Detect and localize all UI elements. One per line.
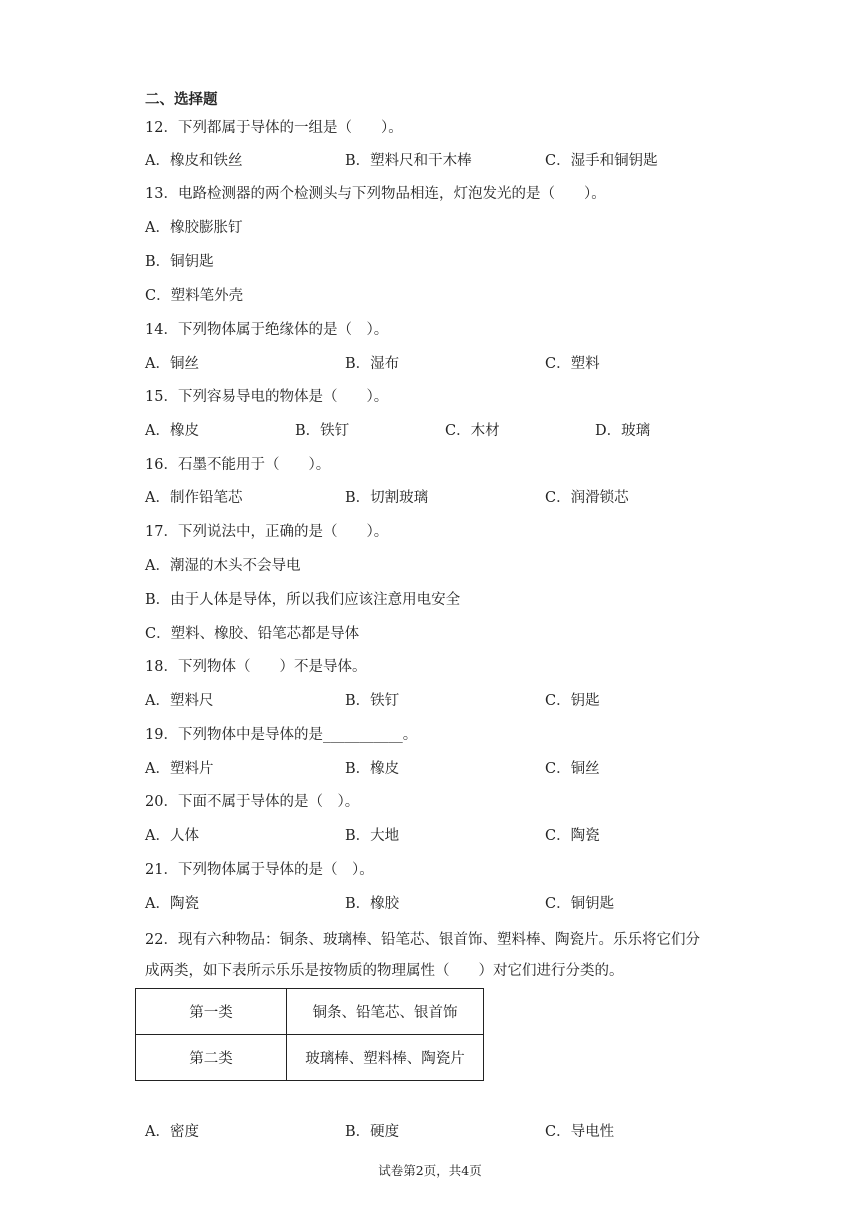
question-16-option-c: C．润滑锁芯 [545,490,629,506]
question-13-option-c: C．塑料笔外壳 [145,288,244,304]
question-16-stem: 16．石墨不能用于（ ）。 [145,457,331,473]
section-title: 二、选择题 [145,91,218,108]
question-12-stem: 12．下列都属于导体的一组是（ ）。 [145,120,403,136]
question-20-option-b: B．大地 [345,828,400,844]
question-13-option-b: B．铜钥匙 [145,254,214,270]
question-17-stem: 17．下列说法中，正确的是（ ）。 [145,524,389,540]
question-18-option-b: B．铁钉 [345,693,400,709]
question-21-option-b: B．橡胶 [345,896,400,912]
question-19-option-b: B．橡皮 [345,761,400,777]
question-21-option-a: A．陶瓷 [145,896,199,912]
question-22-stem-line-2: 成两类，如下表所示乐乐是按物质的物理属性（ ）对它们进行分类的。 [145,963,624,979]
question-22-option-a: A．密度 [145,1124,199,1140]
question-18-stem: 18．下列物体（ ）不是导体。 [145,659,367,675]
table-row [136,1035,484,1081]
question-12-option-b: B．塑料尺和干木棒 [345,153,472,169]
question-12-option-a: A．橡皮和铁丝 [145,153,243,169]
question-22-option-c: C．导电性 [545,1124,615,1140]
question-15-option-d: D．玻璃 [595,423,651,439]
question-18-option-a: A．塑料尺 [145,693,214,709]
page-footer: 试卷第2页，共4页 [378,1163,482,1178]
question-17-option-a: A．潮湿的木头不会导电 [145,558,301,574]
classification-table [135,988,484,1081]
question-13-option-a: A．橡胶膨胀钉 [145,220,243,236]
question-18-option-c: C．钥匙 [545,693,600,709]
question-12-option-c: C．湿手和铜钥匙 [545,153,658,169]
question-14-option-b: B．湿布 [345,356,400,372]
question-17-option-b: B．由于人体是导体，所以我们应该注意用电安全 [145,592,461,608]
question-14-option-a: A．铜丝 [145,356,199,372]
question-21-stem: 21．下列物体属于导体的是（ ）。 [145,862,374,878]
question-14-option-c: C．塑料 [545,356,600,372]
question-20-stem: 20．下面不属于导体的是（ ）。 [145,794,360,810]
question-20-option-a: A．人体 [145,828,199,844]
question-19-option-c: C．铜丝 [545,761,600,777]
question-16-option-b: B．切割玻璃 [345,490,429,506]
question-15-stem: 15．下列容易导电的物体是（ ）。 [145,389,389,405]
table-cell-items: 铜条、铅笔芯、银首饰 [287,989,484,1035]
question-20-option-c: C．陶瓷 [545,828,600,844]
question-19-option-a: A．塑料片 [145,761,214,777]
question-14-stem: 14．下列物体属于绝缘体的是（ ）。 [145,322,389,338]
question-13-stem: 13．电路检测器的两个检测头与下列物品相连，灯泡发光的是（ ）。 [145,186,606,202]
question-21-option-c: C．铜钥匙 [545,896,615,912]
question-15-option-b: B．铁钉 [295,423,350,439]
question-17-option-c: C．塑料、橡胶、铅笔芯都是导体 [145,626,360,642]
question-15-option-c: C．木材 [445,423,500,439]
table-cell-category: 第一类 [136,989,287,1035]
table-row [136,989,484,1035]
question-22-option-b: B．硬度 [345,1124,400,1140]
question-15-option-a: A．橡皮 [145,423,199,439]
question-19-stem: 19．下列物体中是导体的是___________。 [145,727,418,743]
table-cell-category: 第二类 [136,1035,287,1081]
table-cell-items: 玻璃棒、塑料棒、陶瓷片 [287,1035,484,1081]
question-16-option-a: A．制作铅笔芯 [145,490,243,506]
question-22-stem-line-1: 22．现有六种物品：铜条、玻璃棒、铅笔芯、银首饰、塑料棒、陶瓷片。乐乐将它们分 [145,932,700,948]
